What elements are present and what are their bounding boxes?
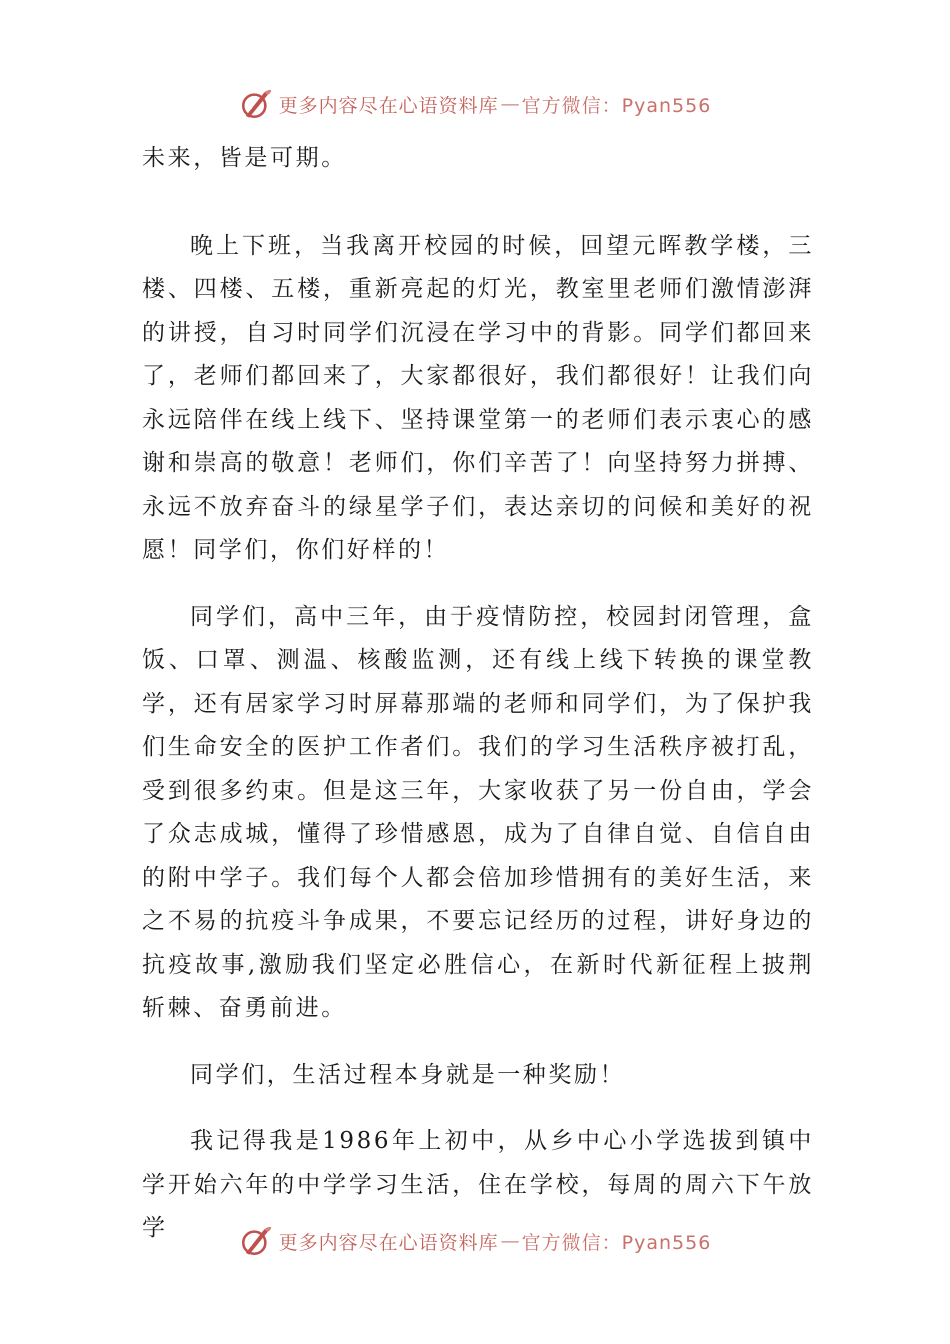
paragraph-continuation: 未来，皆是可期。 bbox=[142, 145, 347, 171]
paragraph: 晚上下班，当我离开校园的时候，回望元晖教学楼，三楼、四楼、五楼，重新亮起的灯光，教室里老师们激情澎湃的讲授，自习时同学们沉浸在学习中的背影。同学们都回来了，老师们都回来了，大家都很好，我们都很好！让我们向永远陪伴在线上线下、坚持课堂第一的老师们表示衷心的感谢和崇高的敬意！老师们，你们辛苦了！向坚持努力拼搏、永远不放弃奋斗的绿星学子们，表达亲切的问候和美好的祝愿！同学们，你们好样的！ bbox=[142, 232, 814, 563]
quill-pen-logo-icon bbox=[239, 87, 273, 121]
footer-watermark bbox=[0, 1219, 950, 1263]
watermark-contact: 官方微信：Pyan556 bbox=[521, 94, 712, 117]
paragraph: 我记得我是1986年上初中，从乡中心小学选拔到镇中学开始六年的中学学习生活，住在学校，每周的周六下午放学 bbox=[142, 1128, 814, 1241]
header-watermark bbox=[0, 82, 950, 126]
watermark-separator: — bbox=[500, 93, 520, 115]
watermark-contact: 官方微信：Pyan556 bbox=[521, 1231, 712, 1254]
watermark-main-text: 更多内容尽在心语资料库 bbox=[278, 1231, 499, 1254]
paragraph: 同学们，生活过程本身就是一种奖励！ bbox=[190, 1061, 626, 1088]
watermark-main-text: 更多内容尽在心语资料库 bbox=[278, 94, 499, 117]
quill-pen-logo-icon bbox=[239, 1224, 273, 1258]
document-body bbox=[142, 137, 814, 1251]
paragraph: 同学们，高中三年，由于疫情防控，校园封闭管理，盒饭、口罩、测温、核酸监测，还有线上线下转换的课堂教学，还有居家学习时屏幕那端的老师和同学们，为了保护我们生命安全的医护工作者们。我们的学习生活秩序被打乱，受到很多约束。但是这三年，大家收获了另一份自由，学会了众志成城，懂得了珍惜感恩，成为了自律自觉、自信自由的附中学子。我们每个人都会倍加珍惜拥有的美好生活，来之不易的抗疫斗争成果，不要忘记经历的过程，讲好身边的抗疫故事,激励我们坚定必胜信心，在新时代新征程上披荆斩棘、奋勇前进。 bbox=[142, 603, 814, 1021]
watermark-separator: — bbox=[500, 1230, 520, 1252]
